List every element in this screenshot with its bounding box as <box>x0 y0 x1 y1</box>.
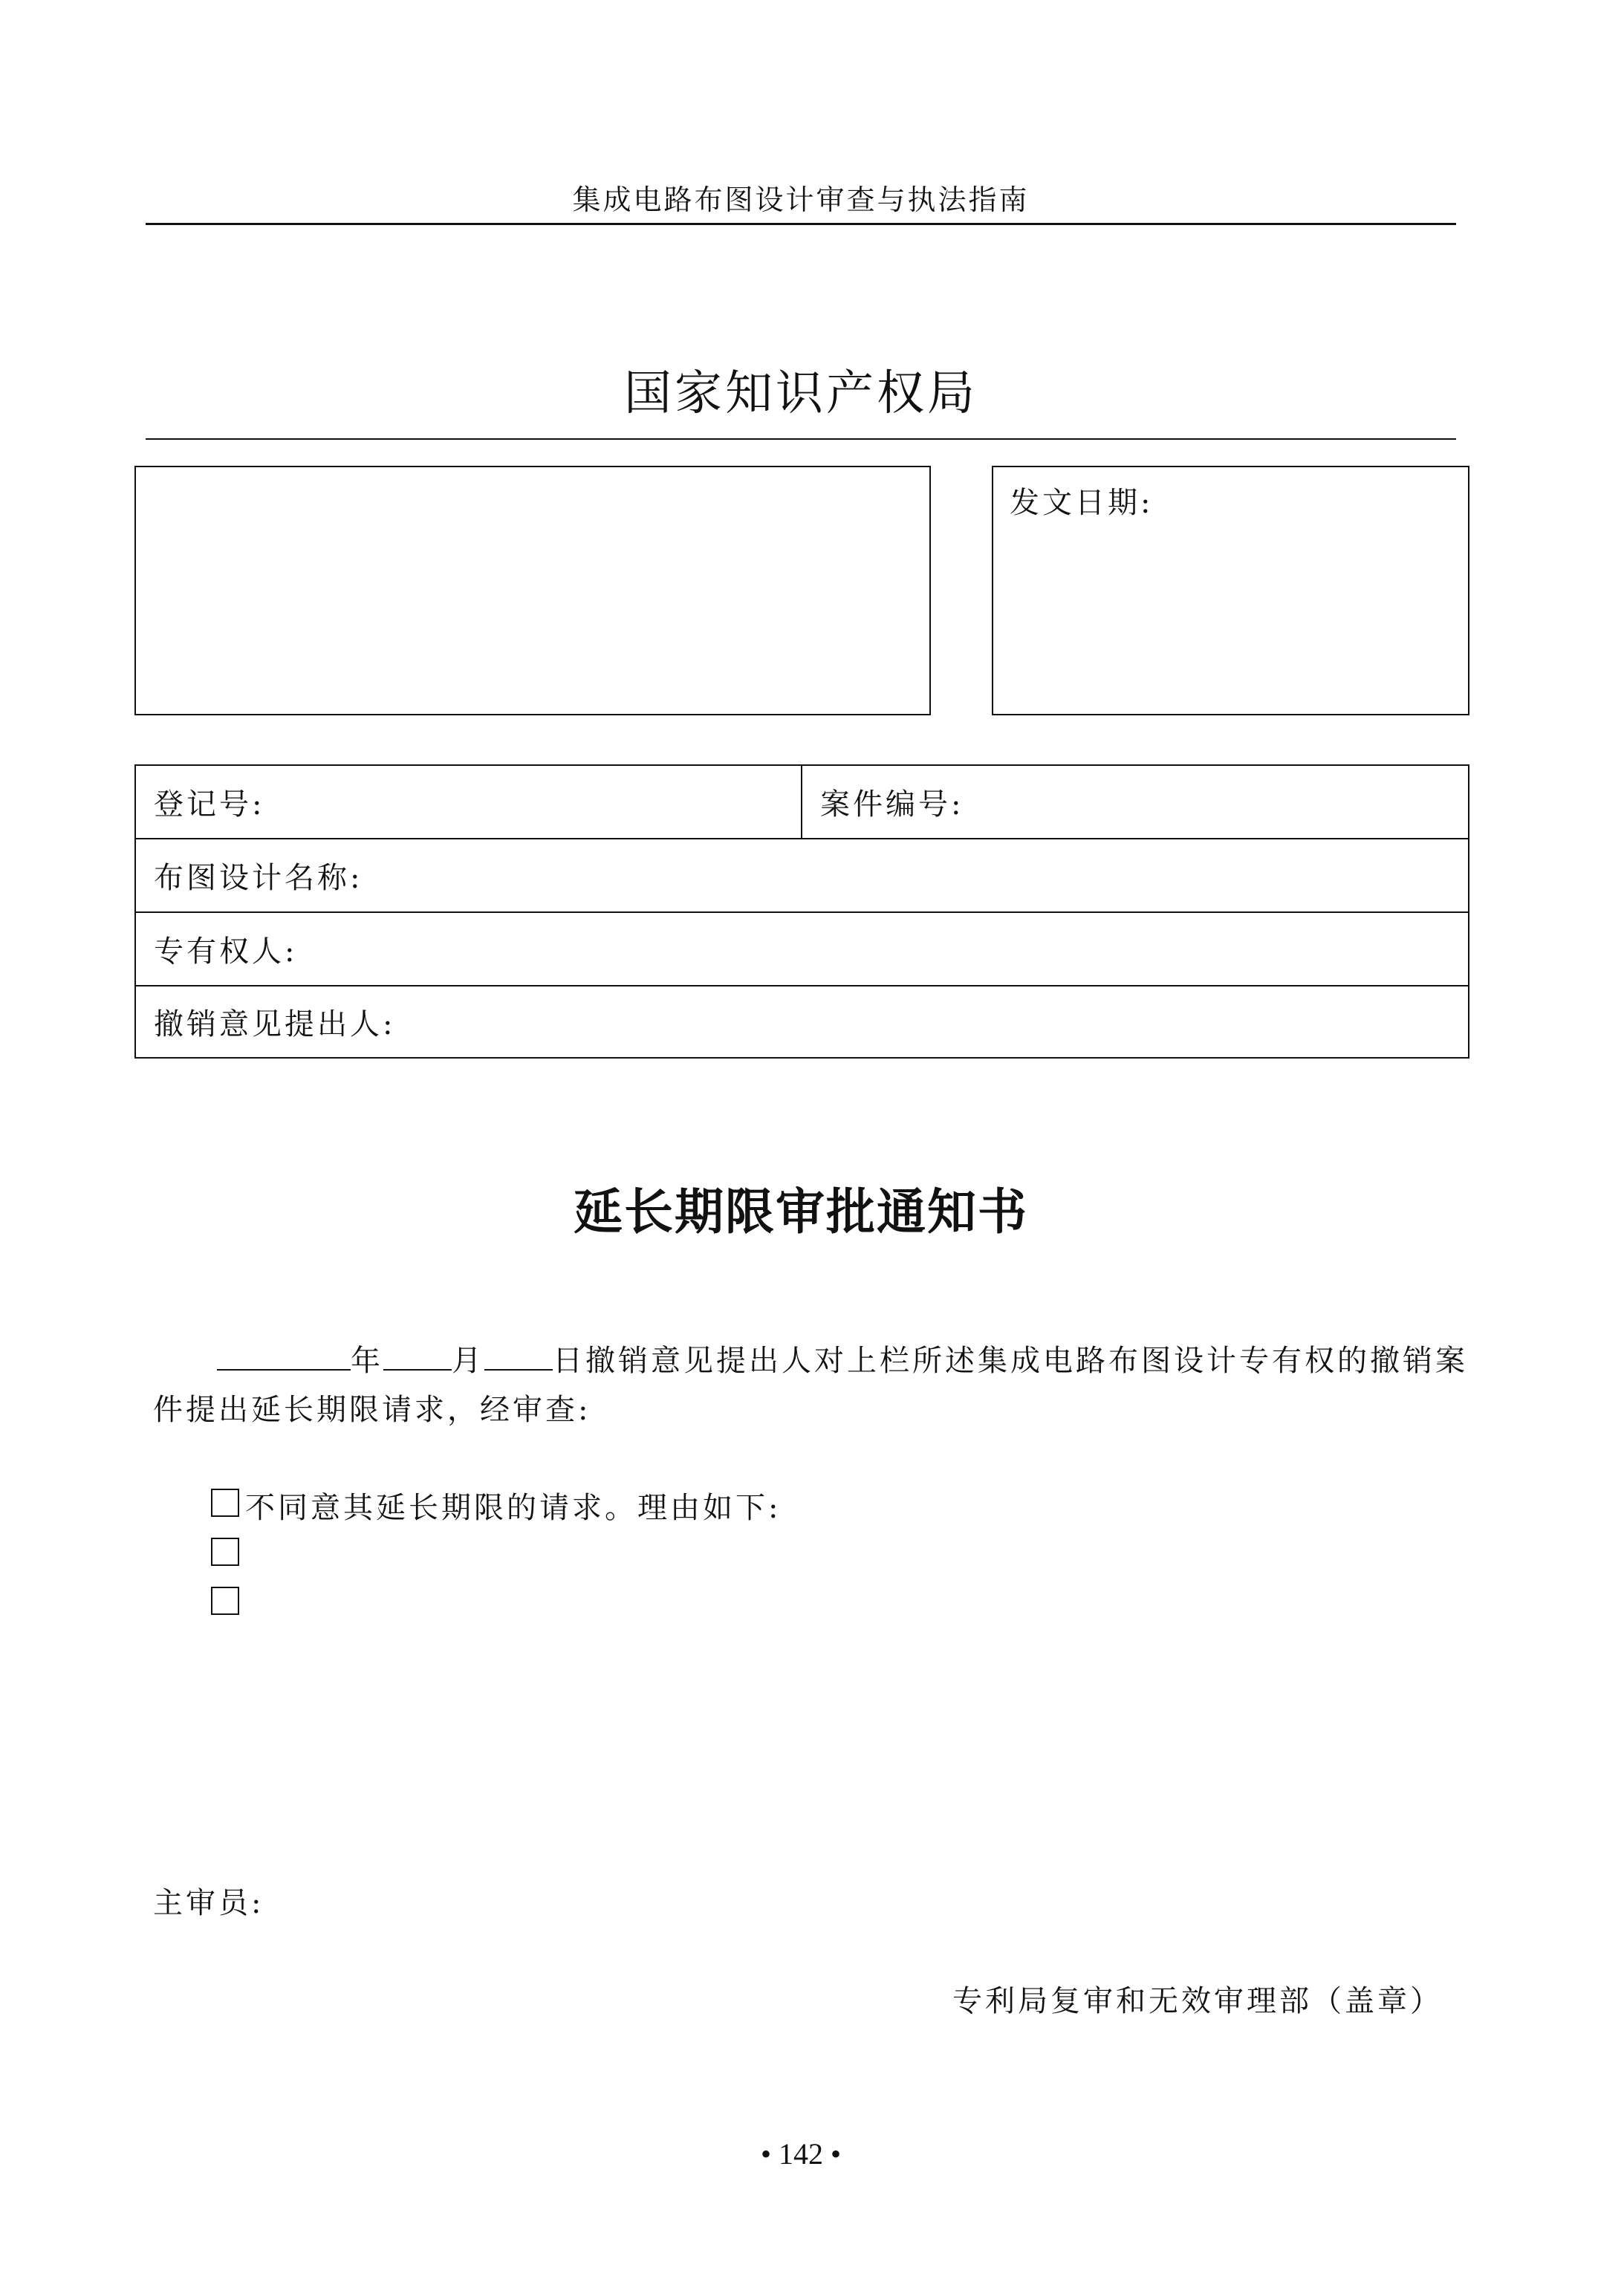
option-checkbox-1[interactable] <box>211 1489 239 1517</box>
option-label-1: 不同意其延长期限的请求。理由如下: <box>245 1491 782 1525</box>
page-number: • 142 • <box>760 2137 841 2171</box>
design-name-cell: 布图设计名称: <box>154 861 363 895</box>
table-row <box>136 766 1468 839</box>
office-title: 国家知识产权局 <box>624 366 978 421</box>
case-info-table <box>134 764 1469 1059</box>
owner-cell: 专有权人: <box>154 934 298 969</box>
table-row <box>136 913 1468 986</box>
notice-body-line1 <box>153 1337 1468 1379</box>
year-unit: 年 <box>351 1344 383 1378</box>
body-line1-text: 日撤销意见提出人对上栏所述集成电路布图设计专有权的撤销案 <box>553 1344 1468 1378</box>
option-checkbox-3[interactable] <box>211 1587 239 1615</box>
notice-title: 延长期限审批通知书 <box>574 1183 1028 1241</box>
examiner-label: 主审员: <box>153 1886 264 1920</box>
address-box <box>134 466 931 715</box>
date-label: 发文日期: <box>1010 486 1154 520</box>
table-row <box>136 839 1468 913</box>
option-checkbox-2[interactable] <box>211 1538 239 1566</box>
department-seal-line: 专利局复审和无效审理部（盖章） <box>952 1984 1443 2018</box>
month-blank <box>383 1341 452 1371</box>
table-row <box>136 986 1468 1056</box>
year-blank <box>217 1341 351 1371</box>
date-box <box>992 466 1469 715</box>
notice-body-line2: 件提出延长期限请求，经审查: <box>153 1393 591 1427</box>
month-unit: 月 <box>452 1344 484 1378</box>
day-blank <box>484 1341 553 1371</box>
registration-no-cell: 登记号: <box>136 766 802 838</box>
running-header: 集成电路布图设计审查与执法指南 <box>572 183 1030 216</box>
requester-cell: 撤销意见提出人: <box>154 1007 396 1041</box>
case-no-cell: 案件编号: <box>820 787 964 822</box>
title-rule <box>146 438 1456 440</box>
header-rule <box>146 223 1456 225</box>
